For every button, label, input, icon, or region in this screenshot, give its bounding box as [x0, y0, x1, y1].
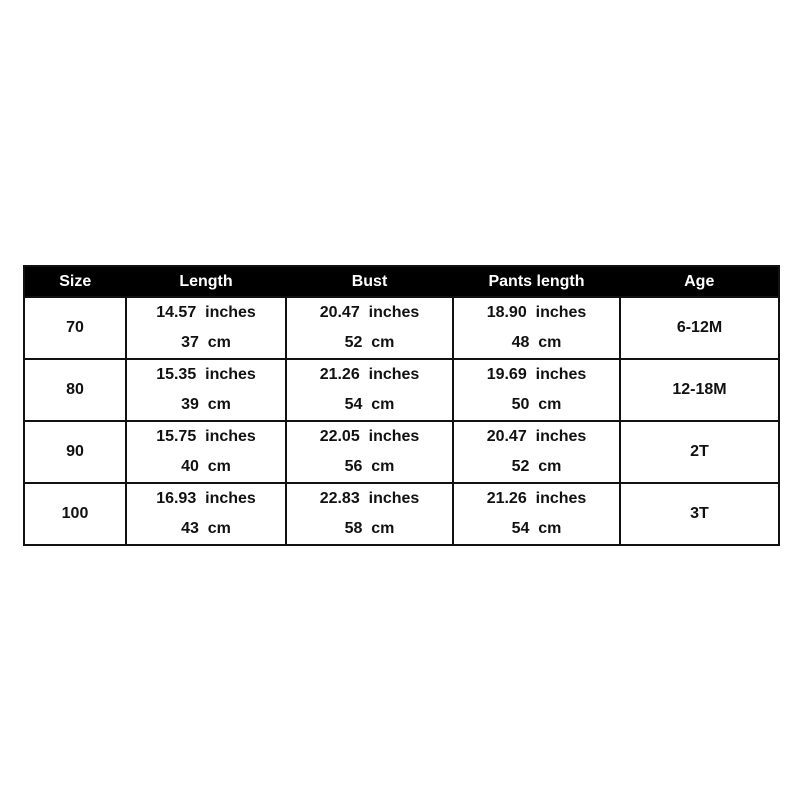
- bust-inches-value: 22.83: [319, 490, 360, 507]
- inches-unit: inches: [535, 366, 587, 383]
- pants-length-cell: [453, 297, 620, 359]
- bust-inches-value: 20.47: [319, 304, 360, 321]
- bust-cell: [286, 359, 453, 421]
- length-inches-value: 15.35: [156, 366, 197, 383]
- cm-line: [127, 514, 285, 544]
- inches-line: [127, 360, 285, 390]
- inches-unit: inches: [205, 428, 256, 445]
- bust-inches-value: 22.05: [319, 428, 360, 445]
- bust-cm-value: 56: [344, 458, 363, 475]
- pants-length-cell: [453, 483, 620, 545]
- pants-length-cell: [453, 421, 620, 483]
- length-cell: [126, 421, 286, 483]
- cm-unit: cm: [207, 458, 231, 475]
- cm-line: [287, 328, 452, 358]
- size-cell: 100: [24, 483, 126, 545]
- cm-line: [454, 452, 619, 482]
- inches-line: [287, 484, 452, 514]
- pants-inches-value: 20.47: [486, 428, 527, 445]
- cm-line: [127, 390, 285, 420]
- length-cm-value: 40: [181, 458, 199, 475]
- cm-line: [287, 514, 452, 544]
- cm-unit: cm: [371, 334, 395, 351]
- cm-unit: cm: [371, 396, 395, 413]
- length-cell: [126, 297, 286, 359]
- inches-unit: inches: [535, 304, 587, 321]
- inches-unit: inches: [205, 304, 256, 321]
- length-cm-value: 37: [181, 334, 199, 351]
- inches-line: [454, 484, 619, 514]
- table-row: [24, 483, 779, 545]
- inches-line: [127, 422, 285, 452]
- cm-line: [287, 390, 452, 420]
- pants-inches-value: 18.90: [486, 304, 527, 321]
- inches-line: [454, 360, 619, 390]
- cm-line: [287, 452, 452, 482]
- age-cell: 2T: [620, 421, 779, 483]
- cm-line: [127, 452, 285, 482]
- inches-line: [287, 360, 452, 390]
- inches-line: [287, 422, 452, 452]
- bust-cell: [286, 483, 453, 545]
- pants-inches-value: 21.26: [486, 490, 527, 507]
- table-row: [24, 421, 779, 483]
- inches-line: [454, 298, 619, 328]
- bust-cm-value: 52: [344, 334, 363, 351]
- length-cell: [126, 359, 286, 421]
- cm-unit: cm: [538, 334, 562, 351]
- inches-line: [454, 422, 619, 452]
- bust-cm-value: 54: [344, 396, 363, 413]
- header-bust: Bust: [286, 266, 453, 297]
- header-length: Length: [126, 266, 286, 297]
- pants-cm-value: 52: [511, 458, 530, 475]
- length-cm-value: 43: [181, 520, 199, 537]
- bust-cell: [286, 297, 453, 359]
- pants-cm-value: 50: [511, 396, 530, 413]
- inches-unit: inches: [535, 428, 587, 445]
- length-inches-value: 14.57: [156, 304, 197, 321]
- table-row: [24, 297, 779, 359]
- inches-unit: inches: [368, 366, 420, 383]
- pants-inches-value: 19.69: [486, 366, 527, 383]
- pants-cm-value: 48: [511, 334, 530, 351]
- inches-line: [127, 298, 285, 328]
- pants-length-cell: [453, 359, 620, 421]
- cm-line: [127, 328, 285, 358]
- cm-unit: cm: [538, 520, 562, 537]
- age-cell: 3T: [620, 483, 779, 545]
- cm-line: [454, 328, 619, 358]
- inches-line: [287, 298, 452, 328]
- cm-unit: cm: [371, 520, 395, 537]
- length-cell: [126, 483, 286, 545]
- cm-line: [454, 514, 619, 544]
- inches-unit: inches: [368, 304, 420, 321]
- age-cell: 6-12M: [620, 297, 779, 359]
- cm-unit: cm: [207, 520, 231, 537]
- cm-unit: cm: [538, 458, 562, 475]
- age-cell: 12-18M: [620, 359, 779, 421]
- size-cell: 70: [24, 297, 126, 359]
- length-inches-value: 16.93: [156, 490, 197, 507]
- header-pants-length: Pants length: [453, 266, 620, 297]
- inches-unit: inches: [535, 490, 587, 507]
- length-inches-value: 15.75: [156, 428, 197, 445]
- inches-line: [127, 484, 285, 514]
- inches-unit: inches: [368, 490, 420, 507]
- header-size: Size: [24, 266, 126, 297]
- cm-unit: cm: [538, 396, 562, 413]
- header-row: [24, 266, 779, 297]
- inches-unit: inches: [205, 366, 256, 383]
- bust-cm-value: 58: [344, 520, 363, 537]
- size-cell: 80: [24, 359, 126, 421]
- bust-cell: [286, 421, 453, 483]
- cm-unit: cm: [207, 396, 231, 413]
- cm-unit: cm: [371, 458, 395, 475]
- pants-cm-value: 54: [511, 520, 530, 537]
- bust-inches-value: 21.26: [319, 366, 360, 383]
- size-chart-table: [23, 265, 780, 546]
- inches-unit: inches: [368, 428, 420, 445]
- size-cell: 90: [24, 421, 126, 483]
- header-age: Age: [620, 266, 779, 297]
- cm-line: [454, 390, 619, 420]
- cm-unit: cm: [207, 334, 231, 351]
- length-cm-value: 39: [181, 396, 199, 413]
- inches-unit: inches: [205, 490, 256, 507]
- table-row: [24, 359, 779, 421]
